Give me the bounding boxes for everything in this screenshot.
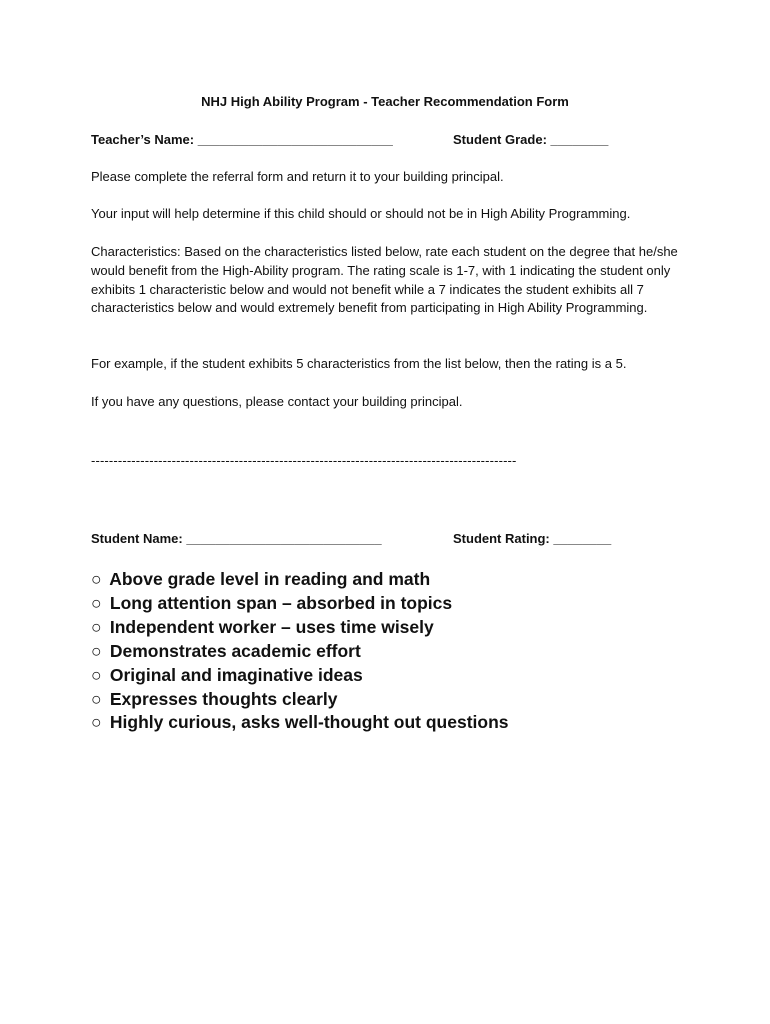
list-item [91, 568, 509, 592]
characteristic-label: Long attention span – absorbed in topics [109, 592, 453, 613]
student-grade-field: Student Grade: ________ [453, 132, 609, 147]
instruction-rating-scale: Characteristics: Based on the characteristics listed below, rate each student on the degree that he/she would benefit from the High-Ability program. The rating scale is 1-7, with 1 indicating the student only exhibits 1 characteristic below and would not benefit while a 7 indicates the student exhibits all 7 characteristics below and would extremely benefit from participating in High Ability Programming. [91, 244, 678, 316]
teacher-name-field: Teacher’s Name: ___________________________ [91, 132, 393, 147]
instruction-return-form: Please complete the referral form and return it to your building principal. [91, 169, 504, 184]
characteristic-label: Expresses thoughts clearly [109, 688, 338, 709]
list-item [91, 664, 509, 688]
characteristic-label: Demonstrates academic effort [109, 640, 361, 661]
form-title: NHJ High Ability Program - Teacher Recommendation Form [201, 94, 569, 109]
section-divider: ----------------------------------------------------------------------------------------------- [91, 453, 517, 468]
circle-bullet-icon: ○ [91, 616, 102, 637]
characteristic-label: Independent worker – uses time wisely [109, 616, 434, 637]
circle-bullet-icon: ○ [91, 688, 102, 709]
instruction-questions: If you have any questions, please contact your building principal. [91, 394, 463, 409]
list-item [91, 592, 509, 616]
student-rating-field: Student Rating: ________ [453, 531, 612, 546]
circle-bullet-icon: ○ [91, 664, 102, 685]
circle-bullet-icon: ○ [91, 712, 102, 733]
circle-bullet-icon: ○ [91, 640, 102, 661]
instruction-input-purpose: Your input will help determine if this child should or should not be in High Ability Programming. [91, 206, 631, 221]
characteristics-list [91, 568, 509, 735]
instruction-example: For example, if the student exhibits 5 characteristics from the list below, then the rating is a 5. [91, 356, 627, 371]
list-item [91, 616, 509, 640]
characteristic-label: Original and imaginative ideas [109, 664, 363, 685]
list-item [91, 640, 509, 664]
circle-bullet-icon: ○ [91, 569, 102, 589]
student-name-field: Student Name: ___________________________ [91, 531, 382, 546]
circle-bullet-icon: ○ [91, 592, 102, 613]
list-item [91, 711, 509, 735]
characteristic-label: Highly curious, asks well-thought out questions [109, 712, 509, 733]
list-item [91, 688, 509, 712]
characteristic-label: Above grade level in reading and math [109, 569, 431, 589]
